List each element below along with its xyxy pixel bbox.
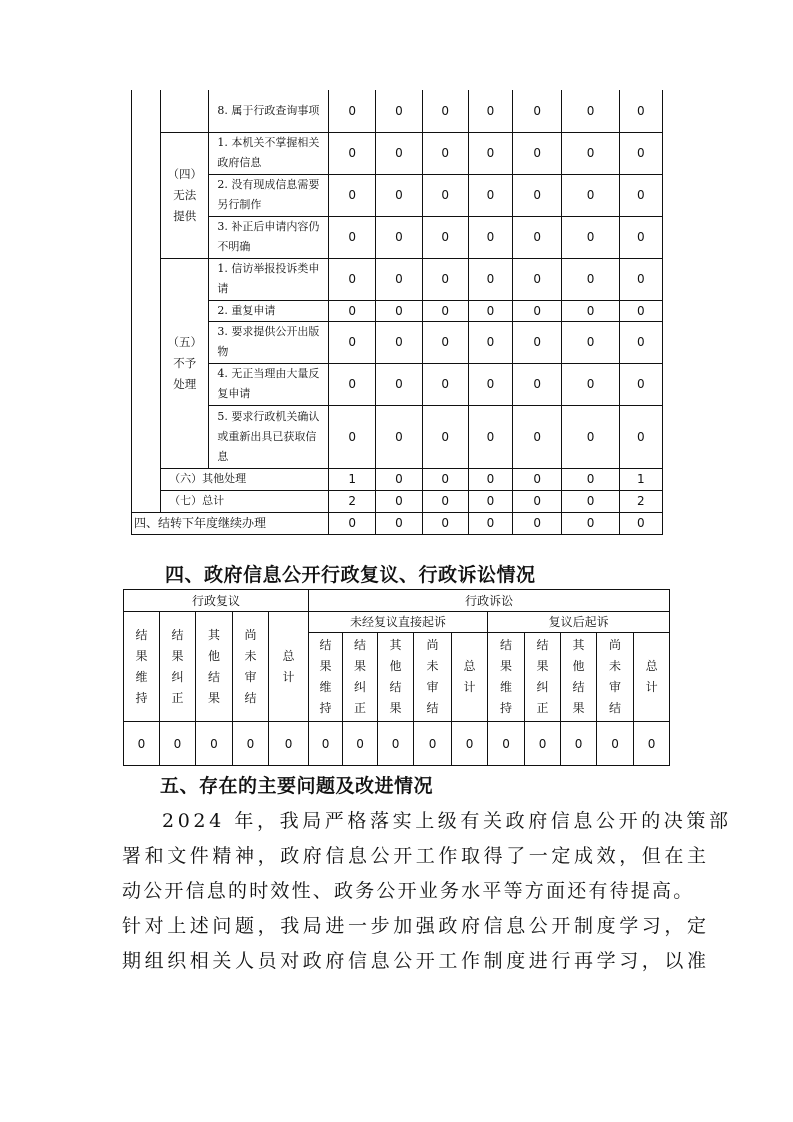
cell-value: 0 (619, 405, 662, 468)
column-header (634, 633, 670, 722)
cell-value: 0 (562, 405, 619, 468)
column-header (309, 633, 343, 722)
paragraph-line-4: 针对上述问题，我局进一步加强政府信息公开制度学习，定 (122, 915, 710, 937)
cell-value: 0 (468, 468, 512, 490)
column-header (561, 633, 597, 722)
cell-value: 0 (422, 90, 468, 132)
column-header-text: 其他结果 (389, 638, 402, 715)
cell-value: 0 (422, 405, 468, 468)
table-row (132, 258, 663, 300)
cell-value: 0 (468, 90, 512, 132)
cell-value: 0 (561, 722, 597, 766)
cell-value: 0 (376, 258, 422, 300)
column-header (378, 633, 414, 722)
cell-value: 0 (329, 132, 376, 174)
category-text: （四） (167, 166, 203, 181)
table-row (132, 300, 663, 321)
cell-value: 0 (619, 132, 662, 174)
column-header (452, 633, 488, 722)
header-direct-litigation: 未经复议直接起诉 (309, 612, 488, 633)
cell-value: 0 (329, 512, 376, 534)
column-header (525, 633, 561, 722)
cell-value: 0 (376, 216, 422, 258)
cell-value: 0 (376, 490, 422, 512)
cell-value: 0 (376, 132, 422, 174)
row-label: 2. 没有现成信息需要另行制作 (209, 174, 329, 216)
cell-value: 0 (619, 174, 662, 216)
cell-value: 0 (619, 363, 662, 405)
cell-value: 0 (422, 512, 468, 534)
cell-value: 0 (376, 174, 422, 216)
cell-value: 0 (513, 258, 562, 300)
cell-value: 0 (562, 363, 619, 405)
cell-value: 0 (488, 722, 525, 766)
cell-value: 0 (513, 512, 562, 534)
cell-value: 0 (468, 258, 512, 300)
column-header-text: 结果纠正 (354, 638, 367, 715)
category-text: 提供 (173, 208, 197, 223)
row-label: 3. 补正后申请内容仍不明确 (209, 216, 329, 258)
cell-value: 0 (468, 300, 512, 321)
cell-value: 0 (376, 363, 422, 405)
cell-value: 0 (619, 90, 662, 132)
cell-value: 0 (160, 722, 196, 766)
cell-value: 0 (562, 216, 619, 258)
cell-value: 0 (422, 363, 468, 405)
cell-value: 0 (269, 722, 309, 766)
row-label: 1. 信访举报投诉类申请 (209, 258, 329, 300)
header-administrative-litigation: 行政诉讼 (309, 590, 670, 612)
column-header (414, 633, 452, 722)
column-header (343, 633, 378, 722)
cell-value: 0 (513, 468, 562, 490)
cell-value: 0 (619, 216, 662, 258)
cell-value: 0 (196, 722, 233, 766)
paragraph-line-2: 署和文件精神，政府信息公开工作取得了一定成效，但在主 (122, 845, 710, 867)
paragraph-line-1: 2024 年，我局严格落实上级有关政府信息公开的决策部 (162, 810, 732, 832)
cell-value: 0 (619, 321, 662, 363)
review-litigation-table (123, 589, 670, 766)
table-row (132, 90, 663, 132)
cell-value: 2 (619, 490, 662, 512)
cell-value: 0 (513, 490, 562, 512)
cell-value: 0 (562, 300, 619, 321)
row-label: 4. 无正当理由大量反复申请 (209, 363, 329, 405)
column-header-text: 结果维持 (319, 638, 332, 715)
column-header-text: 结果维持 (135, 627, 148, 705)
column-header-text: 结果纠正 (536, 638, 549, 715)
row-label: 5. 要求行政机关确认或重新出具已获取信息 (209, 405, 329, 468)
category-text: （五） (167, 334, 203, 349)
cell-value: 0 (562, 321, 619, 363)
cell-value: 0 (468, 512, 512, 534)
cell-value: 0 (329, 300, 376, 321)
cell-value: 0 (525, 722, 561, 766)
cell-value: 0 (562, 174, 619, 216)
cell-value: 0 (468, 363, 512, 405)
row-label: 四、结转下年度继续办理 (132, 512, 329, 534)
cell-value: 0 (619, 300, 662, 321)
table-row (132, 174, 663, 216)
column-header-text: 结果维持 (500, 638, 513, 715)
cell-value: 0 (597, 722, 634, 766)
row-label: （六）其他处理 (161, 468, 329, 490)
cell-value: 0 (513, 363, 562, 405)
category-cannot-provide (161, 132, 209, 258)
category-cell (161, 90, 209, 132)
cell-value: 0 (513, 90, 562, 132)
header-after-review-litigation: 复议后起诉 (488, 612, 670, 633)
cell-value: 0 (378, 722, 414, 766)
section4-heading: 四、政府信息公开行政复议、行政诉讼情况 (165, 564, 536, 586)
table-row (132, 321, 663, 363)
column-header-text: 总计 (645, 659, 658, 694)
column-header-text: 尚未审结 (609, 638, 622, 715)
table-row (132, 132, 663, 174)
column-header (196, 612, 233, 722)
category-not-processed (161, 258, 209, 468)
cell-value: 0 (562, 132, 619, 174)
cell-value: 0 (124, 722, 160, 766)
row-label: 3. 要求提供公开出版物 (209, 321, 329, 363)
cell-value: 0 (513, 174, 562, 216)
cell-value: 0 (562, 490, 619, 512)
cell-value: 0 (376, 512, 422, 534)
cell-value: 0 (414, 722, 452, 766)
cell-value: 0 (422, 132, 468, 174)
cell-value: 0 (468, 405, 512, 468)
cell-value: 0 (513, 321, 562, 363)
cell-value: 0 (376, 300, 422, 321)
category-text: 不予 (173, 355, 197, 370)
row-label: 8. 属于行政查询事项 (209, 90, 329, 132)
cell-value: 0 (329, 405, 376, 468)
cell-value: 0 (422, 321, 468, 363)
cell-value: 0 (376, 90, 422, 132)
cell-value: 0 (619, 258, 662, 300)
cell-value: 0 (422, 468, 468, 490)
cell-value: 0 (376, 468, 422, 490)
cell-value: 0 (468, 490, 512, 512)
cell-value: 1 (329, 468, 376, 490)
cell-value: 0 (513, 300, 562, 321)
cell-value: 2 (329, 490, 376, 512)
column-header-text: 尚未审结 (426, 638, 439, 715)
cell-value: 0 (562, 90, 619, 132)
cell-value: 0 (343, 722, 378, 766)
cell-value: 0 (329, 216, 376, 258)
cell-value: 0 (422, 258, 468, 300)
column-header-text: 总计 (282, 648, 295, 684)
column-header-text: 结果纠正 (171, 627, 184, 705)
paragraph-line-3: 动公开信息的时效性、政务公开业务水平等方面还有待提高。 (122, 880, 695, 902)
column-header (160, 612, 196, 722)
section5-heading: 五、存在的主要问题及改进情况 (160, 775, 434, 797)
cell-value: 0 (422, 300, 468, 321)
table-row (132, 216, 663, 258)
cell-value: 0 (376, 321, 422, 363)
cell-value: 0 (513, 216, 562, 258)
table-row (132, 490, 663, 512)
cell-value: 0 (513, 132, 562, 174)
cell-value: 0 (562, 512, 619, 534)
cell-value: 0 (329, 90, 376, 132)
cell-value: 0 (422, 174, 468, 216)
cell-value: 0 (329, 363, 376, 405)
header-administrative-review: 行政复议 (124, 590, 309, 612)
cell-value: 0 (634, 722, 670, 766)
cell-value: 0 (513, 405, 562, 468)
row-label: 1. 本机关不掌握相关政府信息 (209, 132, 329, 174)
table-row (132, 363, 663, 405)
row-label: 2. 重复申请 (209, 300, 329, 321)
column-header-text: 其他结果 (572, 638, 585, 715)
cell-value: 0 (329, 174, 376, 216)
cell-value: 0 (452, 722, 488, 766)
cell-value: 0 (422, 216, 468, 258)
column-header (488, 633, 525, 722)
outer-category-cell (132, 90, 161, 512)
cell-value: 0 (233, 722, 269, 766)
cell-value: 0 (329, 258, 376, 300)
cell-value: 0 (468, 216, 512, 258)
column-header (269, 612, 309, 722)
table-row (132, 512, 663, 534)
column-header (233, 612, 269, 722)
cell-value: 0 (468, 174, 512, 216)
cell-value: 0 (619, 512, 662, 534)
category-text: 处理 (173, 376, 197, 391)
table-row (132, 468, 663, 490)
cell-value: 0 (468, 321, 512, 363)
cell-value: 1 (619, 468, 662, 490)
column-header-text: 其他结果 (208, 627, 221, 705)
column-header (124, 612, 160, 722)
column-header-text: 总计 (463, 659, 476, 694)
row-label: （七）总计 (161, 490, 329, 512)
table-row (132, 405, 663, 468)
column-header (597, 633, 634, 722)
application-handling-table (131, 90, 663, 535)
cell-value: 0 (422, 490, 468, 512)
paragraph-line-5: 期组织相关人员对政府信息公开工作制度进行再学习，以准 (122, 950, 710, 972)
cell-value: 0 (309, 722, 343, 766)
category-text: 无法 (173, 187, 197, 202)
column-header-text: 尚未审结 (244, 627, 257, 705)
cell-value: 0 (562, 258, 619, 300)
cell-value: 0 (329, 321, 376, 363)
cell-value: 0 (562, 468, 619, 490)
cell-value: 0 (468, 132, 512, 174)
cell-value: 0 (376, 405, 422, 468)
